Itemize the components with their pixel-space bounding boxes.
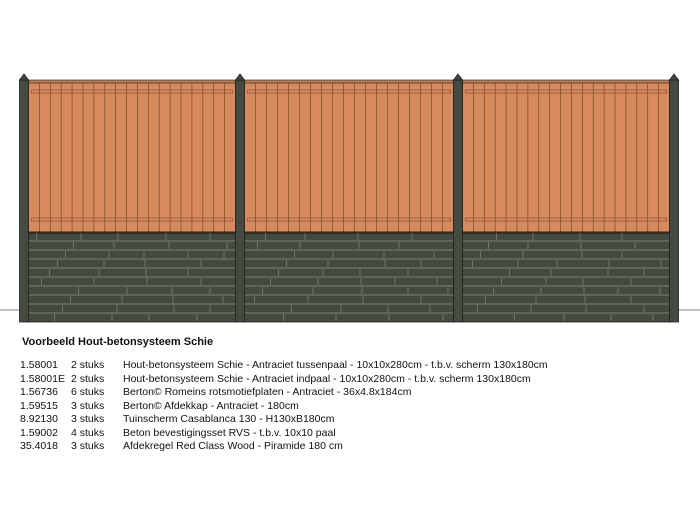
fence-panel	[463, 80, 670, 322]
part-description: Tuinscherm Casablanca 130 - H130xB180cm	[123, 413, 335, 425]
part-code: 1.58001E	[20, 372, 65, 385]
part-code: 1.58001	[20, 359, 58, 371]
part-code: 1.56736	[20, 386, 58, 398]
fence-post	[236, 74, 245, 322]
post-shaft	[20, 80, 29, 322]
post-cap	[454, 74, 463, 80]
part-quantity: 3 stuks	[71, 399, 105, 412]
part-description: Afdekregel Red Class Wood - Piramide 180 cm	[123, 440, 343, 452]
parts-list	[20, 360, 548, 455]
parts-row	[20, 374, 548, 388]
fence-drawing	[0, 60, 700, 330]
parts-row	[20, 428, 548, 442]
fence-post	[20, 74, 29, 322]
wood-screen	[29, 82, 236, 232]
post-cap	[20, 74, 29, 80]
post-shaft	[670, 80, 679, 322]
part-code: 1.59002	[20, 426, 58, 439]
part-quantity: 2 stuks	[71, 359, 105, 371]
fence-post	[454, 74, 463, 322]
part-quantity: 3 stuks	[71, 440, 105, 452]
parts-row	[20, 401, 548, 415]
screen-cap	[245, 80, 454, 83]
parts-row	[20, 387, 548, 401]
post-shaft	[236, 80, 245, 322]
part-quantity: 2 stuks	[71, 372, 105, 385]
parts-row	[20, 414, 548, 428]
fence-panel	[245, 80, 454, 322]
part-code: 8.92130	[20, 413, 58, 425]
wood-screen	[245, 82, 454, 232]
part-description: Berton© Afdekkap - Antraciet - 180cm	[123, 399, 299, 412]
part-quantity: 4 stuks	[71, 426, 105, 439]
wood-screen	[463, 82, 670, 232]
parts-row	[20, 441, 548, 455]
screen-cap	[463, 80, 670, 83]
post-cap	[236, 74, 245, 80]
fence-post	[670, 74, 679, 322]
screen-cap	[29, 80, 236, 83]
part-description: Hout-betonsysteem Schie - Antraciet tussenpaal - 10x10x280cm - t.b.v. scherm 130x180cm	[123, 359, 548, 371]
post-shaft	[454, 80, 463, 322]
part-code: 1.59515	[20, 399, 58, 412]
part-code: 35.4018	[20, 440, 58, 452]
part-quantity: 6 stuks	[71, 386, 105, 398]
parts-row	[20, 360, 548, 374]
fence-panel	[29, 80, 236, 322]
drawing-title: Voorbeeld Hout-betonsysteem Schie	[22, 336, 214, 348]
part-description: Beton bevestigingsset RVS - t.b.v. 10x10 paal	[123, 426, 336, 439]
part-description: Hout-betonsysteem Schie - Antraciet indpaal - 10x10x280cm - t.b.v. scherm 130x180cm	[123, 372, 531, 385]
part-quantity: 3 stuks	[71, 413, 105, 425]
part-description: Berton© Romeins rotsmotiefplaten - Antraciet - 36x4.8x184cm	[123, 386, 412, 398]
post-cap	[670, 74, 679, 80]
